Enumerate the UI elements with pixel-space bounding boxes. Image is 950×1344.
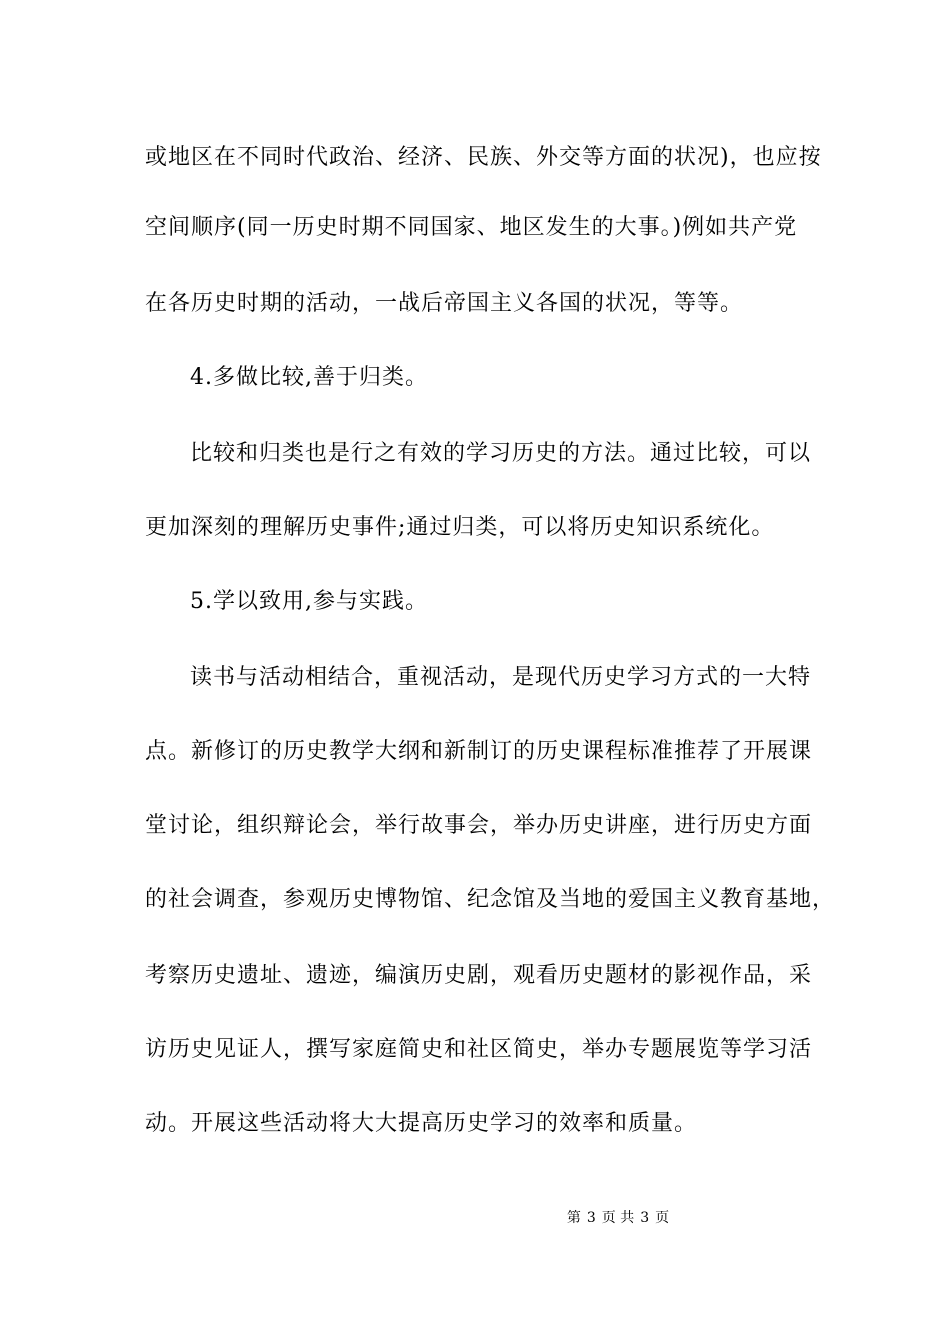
current-page-number: 3 [586,1210,596,1226]
text-line: 堂讨论，组织辩论会，举行故事会，举办历史讲座，进行历史方面 [145,813,813,838]
list-heading: 5.学以致用,参与实践。 [190,589,428,614]
text-line: 比较和归类也是行之有效的学习历史的方法。通过比较，可以 [190,441,812,466]
text-line: 读书与活动相结合，重视活动，是现代历史学习方式的一大特 [190,665,812,690]
text-line: 的社会调查，参观历史博物馆、纪念馆及当地的爱国主义教育基地， [145,887,836,912]
list-heading: 4.多做比较,善于归类。 [190,365,428,390]
text-line: 点。新修订的历史教学大纲和新制订的历史课程标准推荐了开展课 [145,739,813,764]
text-line: 空间顺序(同一历史时期不同国家、地区发生的大事。)例如共产党 [145,215,798,240]
footer-suffix: 页 [655,1210,670,1226]
footer-prefix: 第 [566,1210,581,1226]
text-line: 考察历史遗址、遗迹，编演历史剧，观看历史题材的影视作品，采 [145,963,813,988]
total-pages-number: 3 [640,1210,650,1226]
text-line: 或地区在不同时代政治、经济、民族、外交等方面的状况)，也应按 [145,145,822,170]
text-line: 访历史见证人，撰写家庭简史和社区简史，举办专题展览等学习活 [145,1037,813,1062]
text-line: 在各历史时期的活动，一战后帝国主义各国的状况，等等。 [145,291,744,316]
text-line: 动。开展这些活动将大大提高历史学习的效率和质量。 [145,1111,698,1136]
page-footer [0,1209,950,1227]
footer-middle: 页 共 [601,1210,635,1226]
text-line: 更加深刻的理解历史事件;通过归类，可以将历史知识系统化。 [145,515,775,540]
